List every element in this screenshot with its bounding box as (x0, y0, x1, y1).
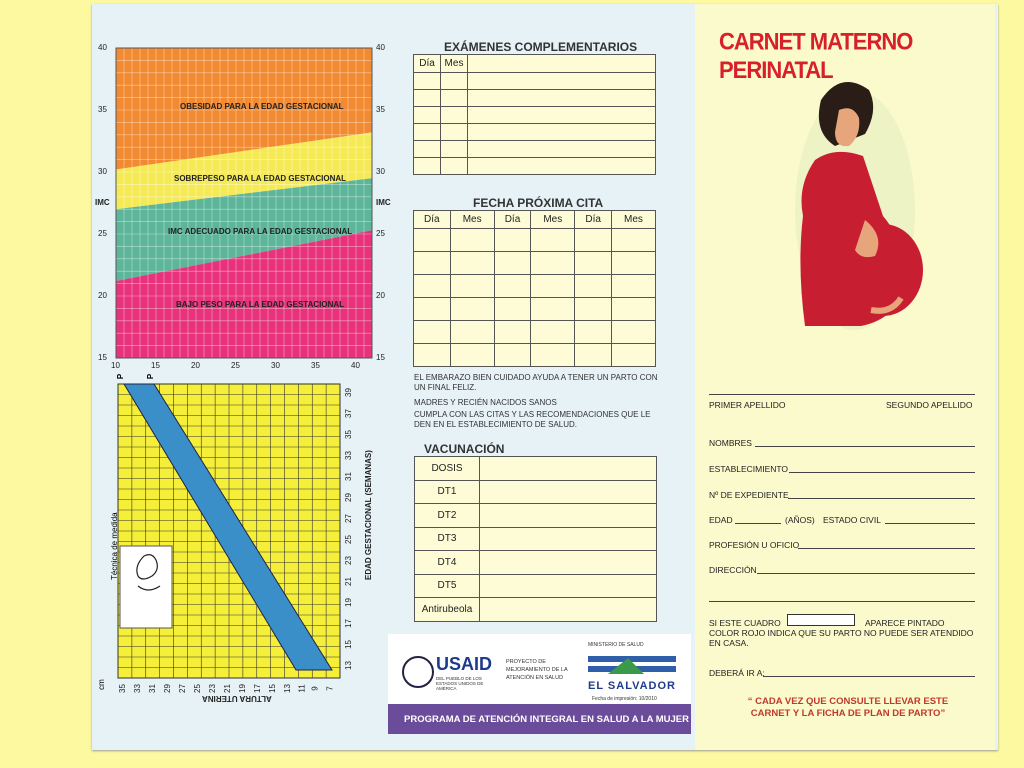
bmi-y-tick: 35 (98, 105, 107, 114)
uterine-right-tick: 13 (343, 661, 353, 670)
band-label-overweight: SOBREPESO PARA LA EDAD GESTACIONAL (174, 174, 347, 183)
appointment-cell[interactable] (575, 298, 612, 321)
bmi-y-tick: 25 (98, 229, 107, 238)
exam-cell[interactable] (414, 124, 441, 141)
exam-cell[interactable] (441, 124, 468, 141)
bmi-x-tick: 25 (231, 361, 240, 370)
nombres-line[interactable] (755, 446, 975, 447)
vaccination-table (414, 456, 657, 622)
imc-label-left: IMC (95, 198, 110, 207)
uterine-right-tick: 27 (343, 514, 353, 523)
appointment-row (414, 344, 656, 367)
vaccination-row (415, 504, 657, 528)
appointment-row (414, 321, 656, 344)
vaccination-dose-label: DT3 (415, 527, 480, 551)
country-label: EL SALVADOR (588, 680, 677, 692)
exam-cell[interactable] (441, 90, 468, 107)
exams-header-mes: Mes (441, 55, 468, 73)
bmi-y-tick: 15 (376, 353, 385, 362)
bmi-chart (92, 40, 392, 370)
logo-band (388, 634, 691, 704)
uterine-right-tick: 33 (343, 451, 353, 460)
bmi-y-tick: 35 (376, 105, 385, 114)
vaccination-date-cell[interactable] (480, 574, 657, 598)
bmi-x-tick: 15 (151, 361, 160, 370)
vaccination-row (415, 551, 657, 575)
uterine-left-tick: 29 (162, 684, 172, 693)
name-line[interactable] (709, 394, 975, 395)
exams-header-dia: Día (414, 55, 441, 73)
vaccination-date-cell[interactable] (480, 480, 657, 504)
bmi-y-tick: 30 (98, 167, 107, 176)
project-label: PROYECTO DE MEJORAMIENTO DE LA ATENCIÓN EN SALUD (506, 659, 568, 681)
appointment-cell[interactable] (494, 275, 531, 298)
uterine-right-tick: 19 (343, 598, 353, 607)
warning-pre: SI ESTE CUADRO (709, 618, 781, 628)
uterine-left-tick: 21 (222, 684, 232, 693)
appointment-cell[interactable] (450, 344, 494, 367)
appointment-cell[interactable] (531, 252, 575, 275)
estado-civil-line[interactable] (885, 523, 975, 524)
appointment-cell[interactable] (414, 298, 451, 321)
debera-line[interactable] (763, 676, 975, 677)
appointment-cell[interactable] (414, 344, 451, 367)
vaccination-row (415, 527, 657, 551)
p-label-2: P (146, 373, 156, 380)
uterine-right-tick: 15 (343, 640, 353, 649)
appointment-cell[interactable] (450, 229, 494, 252)
establecimiento-label: ESTABLECIMIENTO (709, 464, 789, 474)
direccion-label: DIRECCIÓN (709, 565, 757, 575)
pregnant-woman-illustration (775, 70, 935, 360)
uterine-left-tick: 15 (267, 684, 277, 693)
uterine-right-tick: 31 (343, 472, 353, 481)
exams-table (413, 54, 656, 175)
usaid-seal-icon (402, 656, 434, 688)
nombres-label: NOMBRES (709, 438, 752, 448)
uterine-chart (92, 370, 392, 740)
uterine-left-tick: 35 (117, 684, 127, 693)
exam-row (414, 107, 656, 124)
appointment-cell[interactable] (575, 344, 612, 367)
card-title: CARNET MATERNO PERINATAL (719, 27, 913, 84)
vaccination-row (415, 480, 657, 504)
appointment-cell[interactable] (531, 229, 575, 252)
uterine-left-tick: 11 (297, 684, 307, 693)
bmi-y-tick: 15 (98, 353, 107, 362)
exam-cell[interactable] (468, 90, 656, 107)
uterine-right-tick: 21 (343, 577, 353, 586)
establecimiento-line[interactable] (789, 472, 975, 473)
appointment-cell[interactable] (611, 229, 655, 252)
appointment-cell[interactable] (494, 252, 531, 275)
bmi-x-tick: 30 (271, 361, 280, 370)
appointment-cell[interactable] (531, 298, 575, 321)
exam-cell[interactable] (441, 158, 468, 175)
uterine-left-tick: 25 (192, 684, 202, 693)
bmi-y-tick: 20 (376, 291, 385, 300)
appointment-cell[interactable] (494, 298, 531, 321)
appointment-row (414, 275, 656, 298)
exam-cell[interactable] (468, 141, 656, 158)
program-banner (388, 704, 691, 734)
uterine-right-tick: 17 (343, 619, 353, 628)
bmi-x-tick: 35 (311, 361, 320, 370)
bmi-x-tick: 20 (191, 361, 200, 370)
usaid-logo: USAID (436, 654, 493, 674)
vaccination-date-cell[interactable] (480, 504, 657, 528)
vaccination-dose-label: Antirubeola (415, 598, 480, 622)
vaccination-row (415, 598, 657, 622)
appointment-cell[interactable] (450, 321, 494, 344)
card-front-panel (695, 4, 995, 750)
vaccination-date-cell[interactable] (480, 598, 657, 622)
appointment-cell[interactable] (575, 229, 612, 252)
appointment-cell[interactable] (611, 344, 655, 367)
reminder-quote: “ CADA VEZ QUE CONSULTE LLEVAR ESTE CARNET Y LA FICHA DE PLAN DE PARTO” (747, 696, 949, 719)
exam-cell[interactable] (414, 158, 441, 175)
appointment-cell[interactable] (450, 252, 494, 275)
appointment-cell[interactable] (531, 344, 575, 367)
appointment-cell[interactable] (575, 252, 612, 275)
uterine-right-tick: 23 (343, 556, 353, 565)
first-surname-label: PRIMER APELLIDO (709, 400, 786, 410)
exam-row (414, 124, 656, 141)
vaccination-dose-label: DT1 (415, 480, 480, 504)
exam-cell[interactable] (468, 158, 656, 175)
vaccination-dose-label: DOSIS (415, 457, 480, 481)
vaccination-dose-label: DT4 (415, 551, 480, 575)
vaccination-date-cell[interactable] (480, 551, 657, 575)
uterine-left-tick: 27 (177, 684, 187, 693)
appointment-cell[interactable] (414, 229, 451, 252)
uterine-right-tick: 25 (343, 535, 353, 544)
edad-line[interactable] (735, 523, 781, 524)
appointment-cell[interactable] (611, 252, 655, 275)
vaccination-title: VACUNACIÓN (424, 442, 505, 456)
appointment-cell[interactable] (494, 321, 531, 344)
vaccination-dose-label: DT2 (415, 504, 480, 528)
vaccination-row (415, 574, 657, 598)
anos-label: (AÑOS) (785, 515, 815, 525)
appt-header-dia-2: Día (494, 211, 531, 229)
warning-post: APARECE PINTADO COLOR ROJO INDICA QUE SU PARTO NO PUEDE SER ATENDIDO EN CASA. (709, 618, 974, 648)
exam-cell[interactable] (414, 141, 441, 158)
expediente-label: Nº DE EXPEDIENTE (709, 490, 789, 500)
bmi-y-tick: 30 (376, 167, 385, 176)
uterine-left-tick: 7 (325, 686, 335, 691)
vaccination-date-cell[interactable] (480, 457, 657, 481)
ministry-label: MINISTERIO DE SALUD (588, 642, 644, 648)
vaccination-date-cell[interactable] (480, 527, 657, 551)
imc-label-right: IMC (376, 198, 391, 207)
exams-title: EXÁMENES COMPLEMENTARIOS (444, 40, 638, 54)
appointment-cell[interactable] (414, 321, 451, 344)
appointment-cell[interactable] (414, 252, 451, 275)
exams-header-blank (468, 55, 656, 73)
second-surname-label: SEGUNDO APELLIDO (886, 400, 973, 410)
appt-header-dia-3: Día (575, 211, 612, 229)
next-appointment-title: FECHA PRÓXIMA CITA (473, 196, 604, 210)
bmi-chart-svg (92, 40, 392, 370)
appt-header-mes-1: Mes (450, 211, 494, 229)
uterine-left-tick: 13 (282, 684, 292, 693)
appointment-row (414, 252, 656, 275)
uterine-left-tick: 9 (310, 686, 320, 691)
note-1: EL EMBARAZO BIEN CUIDADO AYUDA A TENER UN PARTO CON UN FINAL FELIZ. (414, 373, 658, 392)
exam-cell[interactable] (414, 73, 441, 90)
exam-cell[interactable] (468, 107, 656, 124)
direccion-line-2[interactable] (709, 601, 975, 602)
appointment-cell[interactable] (611, 275, 655, 298)
appointment-row (414, 229, 656, 252)
bmi-y-tick: 25 (376, 229, 385, 238)
uterine-left-tick: 31 (147, 684, 157, 693)
uterine-y-label: EDAD GESTACIONAL (SEMANAS) (364, 450, 373, 580)
appointment-cell[interactable] (450, 298, 494, 321)
bmi-y-tick: 20 (98, 291, 107, 300)
note-3: CUMPLA CON LAS CITAS Y LAS RECOMENDACIONES QUE LE DEN EN EL ESTABLECIMIENTO DE SALUD. (414, 410, 651, 429)
exam-cell[interactable] (414, 90, 441, 107)
exam-cell[interactable] (441, 141, 468, 158)
band-label-adequate: IMC ADECUADO PARA LA EDAD GESTACIONAL (168, 227, 353, 236)
appointment-cell[interactable] (611, 298, 655, 321)
cm-unit: cm (96, 679, 106, 690)
exam-row (414, 158, 656, 175)
uterine-left-tick: 33 (132, 684, 142, 693)
uterine-left-tick: 23 (207, 684, 217, 693)
technique-label: Técnica de medida (110, 512, 119, 580)
appointment-cell[interactable] (575, 275, 612, 298)
band-label-obesity: OBESIDAD PARA LA EDAD GESTACIONAL (180, 102, 344, 111)
uterine-right-tick: 37 (343, 409, 353, 418)
appt-header-dia-1: Día (414, 211, 451, 229)
appointment-cell[interactable] (414, 275, 451, 298)
exam-row (414, 141, 656, 158)
exam-cell[interactable] (414, 107, 441, 124)
exam-cell[interactable] (468, 73, 656, 90)
appt-header-mes-3: Mes (611, 211, 655, 229)
debera-label: DEBERÁ IR A: (709, 668, 765, 678)
appointment-cell[interactable] (531, 275, 575, 298)
print-date: Fecha de impresión: 10/2010 (592, 696, 657, 702)
next-appointment-table (413, 210, 656, 367)
bmi-y-tick: 40 (376, 43, 385, 52)
band-label-underweight: BAJO PESO PARA LA EDAD GESTACIONAL (176, 300, 345, 309)
exam-cell[interactable] (441, 107, 468, 124)
uterine-right-tick: 29 (343, 493, 353, 502)
exam-row (414, 73, 656, 90)
profesion-line[interactable] (798, 548, 975, 549)
uterine-right-tick: 35 (343, 430, 353, 439)
note-2: MADRES Y RECIÉN NACIDOS SANOS (414, 398, 557, 407)
p-label-1: P (116, 373, 126, 380)
exam-row (414, 90, 656, 107)
appointment-cell[interactable] (531, 321, 575, 344)
exam-cell[interactable] (468, 124, 656, 141)
appt-header-mes-2: Mes (531, 211, 575, 229)
bmi-y-tick: 40 (98, 43, 107, 52)
uterine-left-tick: 17 (252, 684, 262, 693)
bmi-x-tick: 40 (351, 361, 360, 370)
vaccination-dose-label: DT5 (415, 574, 480, 598)
usaid-sub: DEL PUEBLO DE LOS ESTADOS UNIDOS DE AMÉRICA (436, 676, 484, 691)
el-salvador-logo-icon (588, 650, 676, 678)
carnet-sheet (92, 4, 998, 750)
appointment-cell[interactable] (494, 229, 531, 252)
appointment-cell[interactable] (575, 321, 612, 344)
profesion-label: PROFESIÓN U OFICIO (709, 540, 800, 550)
appointment-row (414, 298, 656, 321)
exam-cell[interactable] (441, 73, 468, 90)
program-label: PROGRAMA DE ATENCIÓN INTEGRAL EN SALUD A LA MUJER (404, 714, 690, 725)
appointment-cell[interactable] (450, 275, 494, 298)
estado-civil-label: ESTADO CIVIL (823, 515, 881, 525)
appointment-cell[interactable] (494, 344, 531, 367)
direccion-line[interactable] (757, 573, 975, 574)
uterine-right-tick: 39 (343, 388, 353, 397)
vaccination-row (415, 457, 657, 481)
edad-label: EDAD (709, 515, 733, 525)
appointment-cell[interactable] (611, 321, 655, 344)
uterine-left-tick: 19 (237, 684, 247, 693)
uterine-x-label: ALTURA UTERINA (202, 694, 272, 703)
expediente-line[interactable] (788, 498, 975, 499)
bmi-x-tick: 10 (111, 361, 120, 370)
